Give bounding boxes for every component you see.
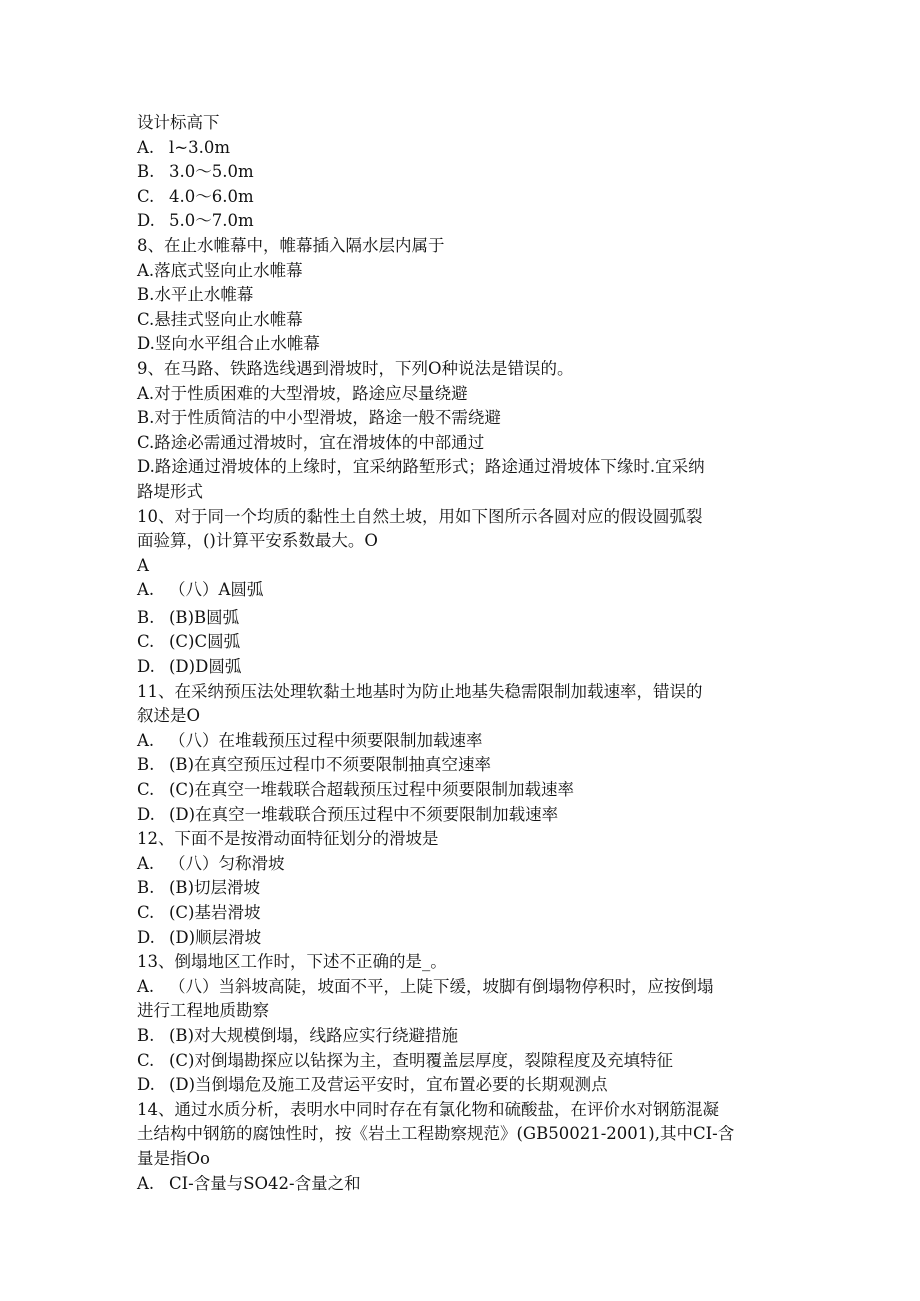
- text-line: 14、通过水质分析，表明水中同时存在有氯化物和硫酸盐，在评价水对钢筋混凝: [137, 1099, 719, 1119]
- option-line: [137, 1024, 787, 1049]
- option-text: (B)对大规模倒塌，线路应实行绕避措施: [169, 1025, 458, 1045]
- option-label: C.: [137, 186, 155, 206]
- option-label: A.: [137, 730, 155, 750]
- option-label: A.: [137, 137, 155, 157]
- option-line: [137, 876, 787, 901]
- option-text: （八）A圆弧: [169, 580, 264, 600]
- text-line: A.对于性质困难的大型滑坡，路途应尽量绕避: [137, 383, 468, 403]
- option-label: B.: [137, 162, 155, 182]
- text-line: 10、对于同一个均质的黏性土自然土坡，用如下图所示各圆对应的假设圆弧裂: [137, 506, 703, 526]
- text-line: D.路途通过滑坡体的上缘时，宜采纳路堑形式；路途通过滑坡体下缘时.宜采纳: [137, 457, 705, 477]
- option-label: A.: [137, 853, 155, 873]
- text-line: 路堤形式: [137, 481, 203, 501]
- option-label: C.: [137, 1050, 155, 1070]
- option-line: [137, 778, 787, 803]
- option-line: [137, 1073, 787, 1098]
- option-line: [137, 926, 787, 951]
- option-text: 5.0～7.0m: [169, 211, 254, 231]
- text-line: B.对于性质简洁的中小型滑坡，路途一般不需绕避: [137, 408, 501, 428]
- text-line: A.落底式竖向止水帷幕: [137, 260, 303, 280]
- option-text: （八）当斜坡高陡，坡面不平，上陡下缓，坡脚有倒塌物停积时，应按倒塌: [169, 976, 714, 996]
- option-text: (D)顺层滑坡: [169, 927, 262, 947]
- document-page: [137, 111, 787, 1196]
- option-text: l~3.0m: [169, 137, 230, 157]
- text-line: 9、在马路、铁路选线遇到滑坡时，下列O种说法是错误的。: [137, 358, 574, 378]
- option-label: C.: [137, 903, 155, 922]
- option-label: A.: [137, 976, 155, 996]
- option-line: [137, 729, 787, 754]
- text-line: 量是指Oo: [137, 1148, 210, 1168]
- option-line: [137, 1172, 787, 1197]
- option-text: (D)在真空一堆载联合预压过程中不须要限制加载速率: [169, 804, 559, 824]
- option-label: D.: [137, 927, 155, 947]
- option-label: C.: [137, 780, 155, 800]
- text-line: 12、下面不是按滑动面特征划分的滑坡是: [137, 829, 439, 849]
- option-line: [137, 655, 787, 680]
- text-line: C.路途必需通过滑坡时，宜在滑坡体的中部通过: [137, 432, 485, 452]
- text-line: B.水平止水帷幕: [137, 285, 254, 305]
- option-text: （八）匀称滑坡: [169, 853, 285, 873]
- option-text: 4.0～6.0m: [169, 186, 254, 206]
- text-line: 11、在采纳预压法处理软黏土地基时为防止地基失稳需限制加载速率，错误的: [137, 681, 703, 701]
- option-text: (B)在真空预压过程巾不须要限制抽真空速率: [169, 755, 491, 775]
- text-line: 面验算，()计算平安系数最大。O: [137, 531, 378, 551]
- option-text: 3.0～5.0m: [169, 162, 254, 182]
- option-label: B.: [137, 755, 155, 775]
- option-text: （八）在堆载预压过程中须要限制加载速率: [169, 730, 483, 750]
- option-text: (C)C圆弧: [169, 632, 241, 652]
- option-label: A.: [137, 580, 155, 600]
- text-line: 叙述是O: [137, 706, 201, 726]
- option-line: [137, 1049, 787, 1074]
- option-line: [137, 753, 787, 778]
- option-line: [137, 975, 787, 1000]
- option-label: A.: [137, 1173, 155, 1193]
- option-text: (C)对倒塌勘探应以钻探为主，查明覆盖层厚度，裂隙程度及充填特征: [169, 1050, 673, 1070]
- option-text: (C)在真空一堆载联合超载预压过程中须要限制加载速率: [169, 780, 574, 800]
- option-text: (D)D圆弧: [169, 657, 242, 677]
- option-line: [137, 160, 787, 185]
- option-text: CI-含量与SO42-含量之和: [169, 1173, 361, 1193]
- text-line: 13、倒塌地区工作时，下述不正确的是_。: [137, 952, 447, 972]
- option-text: (B)B圆弧: [169, 607, 240, 627]
- text-line: 设计标高下: [137, 113, 220, 132]
- option-line: [137, 852, 787, 877]
- option-label: B.: [137, 607, 155, 627]
- text-line: 进行工程地质勘察: [137, 1001, 269, 1021]
- option-line: [137, 630, 787, 655]
- option-text: (C)基岩滑坡: [169, 903, 261, 922]
- text-line: C.悬挂式竖向止水帷幕: [137, 309, 303, 329]
- option-label: C.: [137, 632, 155, 652]
- option-label: B.: [137, 878, 155, 898]
- text-line: 土结构中钢筋的腐蚀性时，按《岩土工程勘察规范》(GB50021-2001),其中CI-含: [137, 1124, 735, 1144]
- text-line: A: [137, 555, 149, 575]
- option-line: [137, 901, 787, 926]
- text-line: 8、在止水帷幕中，帷幕插入隔水层内属于: [137, 235, 445, 255]
- option-line: [137, 578, 787, 603]
- option-line: [137, 803, 787, 828]
- option-label: D.: [137, 1075, 155, 1095]
- option-label: D.: [137, 804, 155, 824]
- option-line: [137, 209, 787, 234]
- option-line: [137, 185, 787, 210]
- option-label: D.: [137, 211, 155, 231]
- option-text: (D)当倒塌危及施工及营运平安时，宜布置必要的长期观测点: [169, 1075, 608, 1095]
- option-label: D.: [137, 657, 155, 677]
- option-line: [137, 136, 787, 161]
- option-line: [137, 606, 787, 631]
- option-text: (B)切层滑坡: [169, 878, 260, 898]
- option-label: B.: [137, 1025, 155, 1045]
- text-line: D.竖向水平组合止水帷幕: [137, 334, 320, 354]
